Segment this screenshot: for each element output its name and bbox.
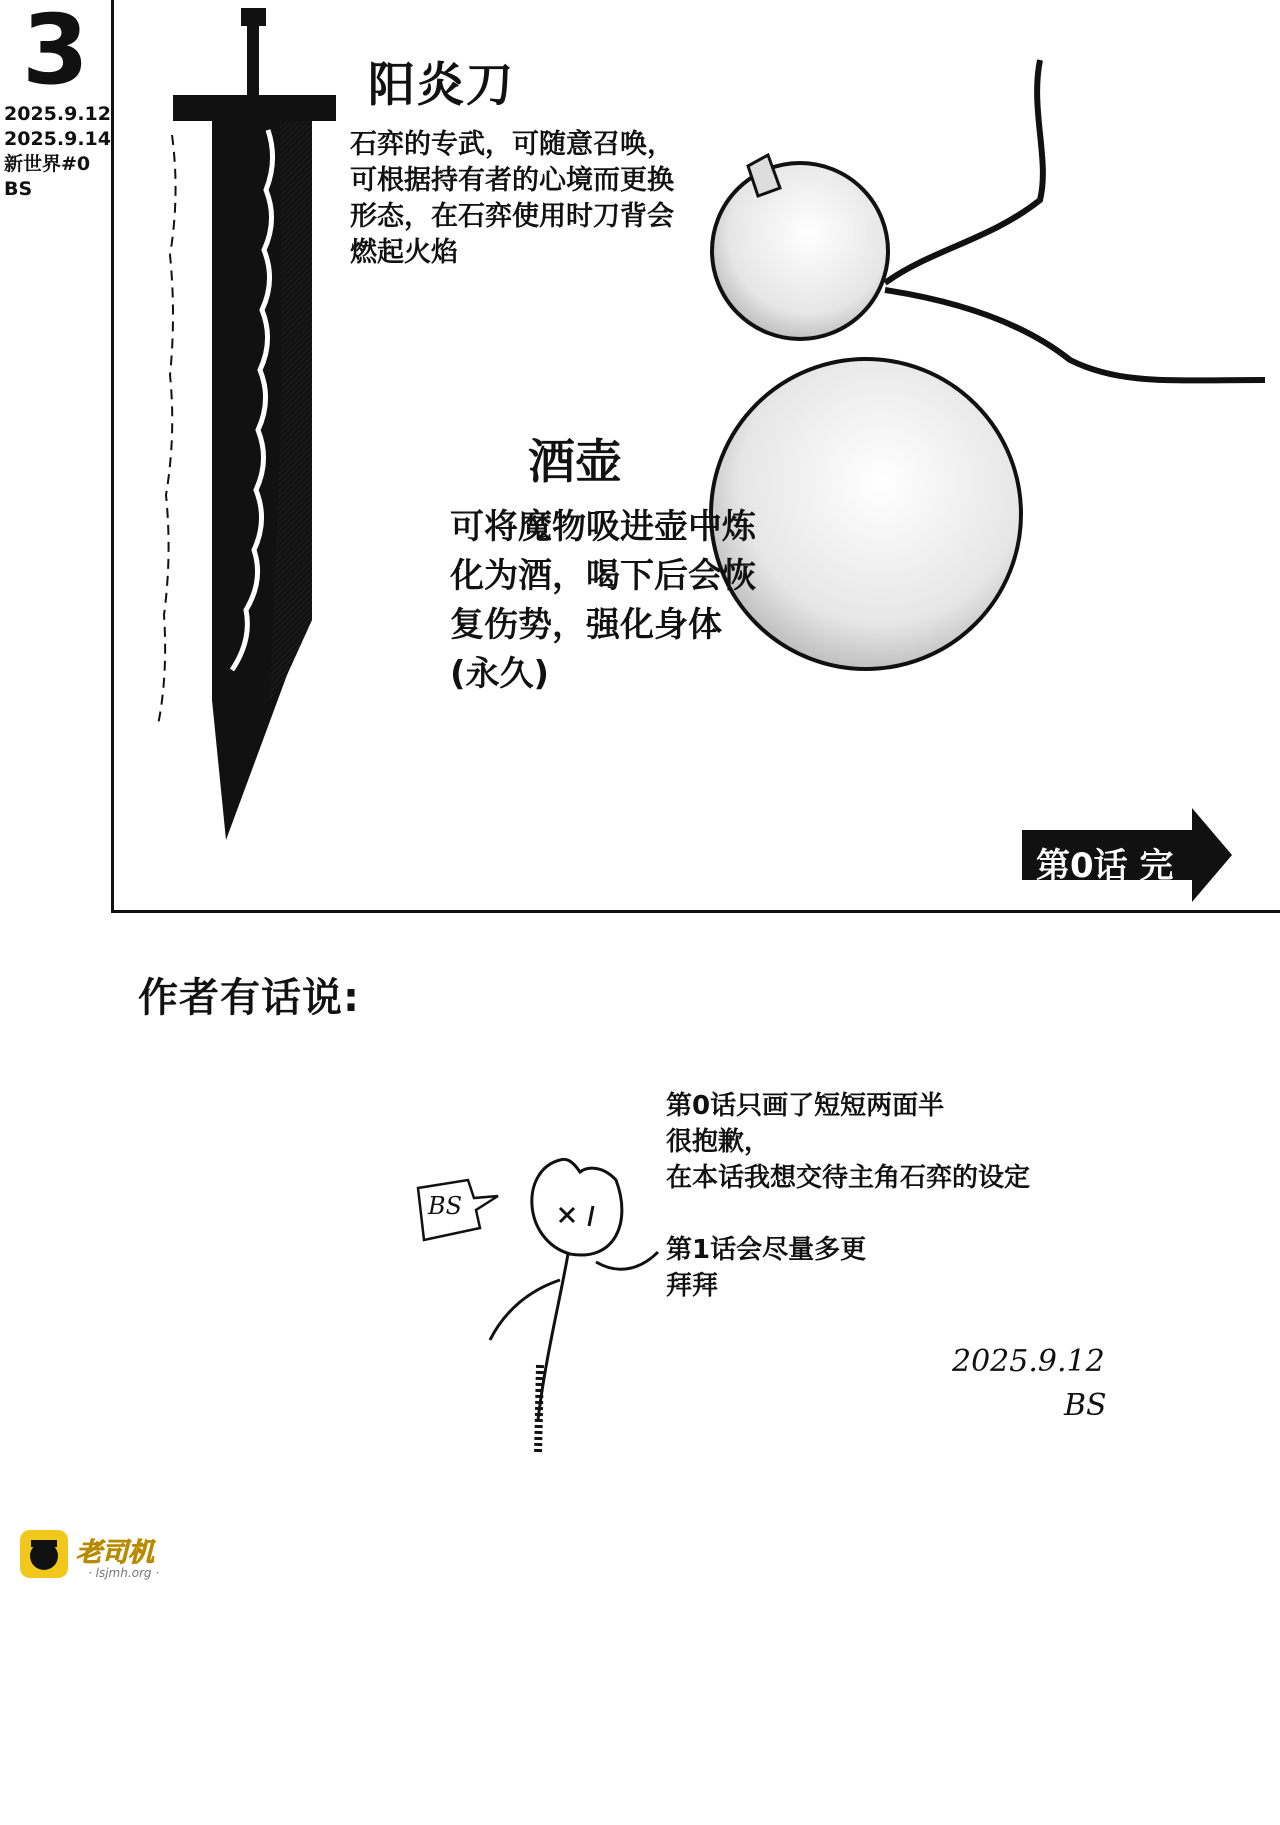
sword-pommel [241,8,266,26]
meta-line: 新世界#0 [4,153,91,175]
sword-guard [173,95,336,121]
site-logo-url[interactable]: · lsjmh.org · [88,1566,160,1580]
blade-title: 阳炎刀 [368,58,515,113]
signature [952,1340,1107,1428]
meta-line: 2025.9.14 [4,128,111,150]
author-notes-title: 作者有话说: [138,975,360,1021]
note-line: 在本话我想交待主角石弈的设定 [666,1163,1031,1193]
sword-grip [247,24,259,96]
note-line [666,1196,1030,1232]
doodle-head [532,1159,622,1255]
note-line: 第0话只画了短短两面半 [666,1091,945,1121]
note-line: 拜拜 [666,1271,719,1301]
note-line: 很抱歉， [666,1127,771,1157]
doodle-eye-x [560,1208,574,1222]
gourd-title: 酒壶 [528,435,622,490]
doodle-arm [596,1252,658,1269]
blade-description: 石弈的专武，可随意召唤，可根据持有者的心境而更换形态，在石弈使用时刀背会燃起火焰 [350,129,674,268]
meta-line: BS [4,178,33,200]
author-notes [666,1088,1030,1304]
signature-date: 2025.9.12 [952,1344,1105,1379]
meta-line: 2025.9.12 [4,103,111,125]
gourd-illustration [711,60,1265,669]
doodle-eye-line [589,1206,593,1226]
sword-wisps [158,135,176,725]
sword-illustration [158,8,336,840]
logo-hat-icon [31,1540,57,1547]
page-number: 3 [22,0,89,106]
gourd-description: 可将魔物吸进壶中炼化为酒，喝下后会恢复伤势，强化身体(永久) [450,507,756,694]
signature-name: BS [1064,1388,1107,1423]
doodle-arm [490,1280,560,1340]
gourd-rope [885,60,1043,283]
speech-bubble-label: BS [428,1192,463,1220]
note-line: 第1话会尽量多更 [666,1235,867,1265]
gourd-upper-bulb [712,163,888,339]
gourd-rope [885,290,1265,380]
site-logo-text[interactable]: 老司机 [76,1538,155,1568]
chapter-end-label: 第0话 完 [1036,846,1174,886]
